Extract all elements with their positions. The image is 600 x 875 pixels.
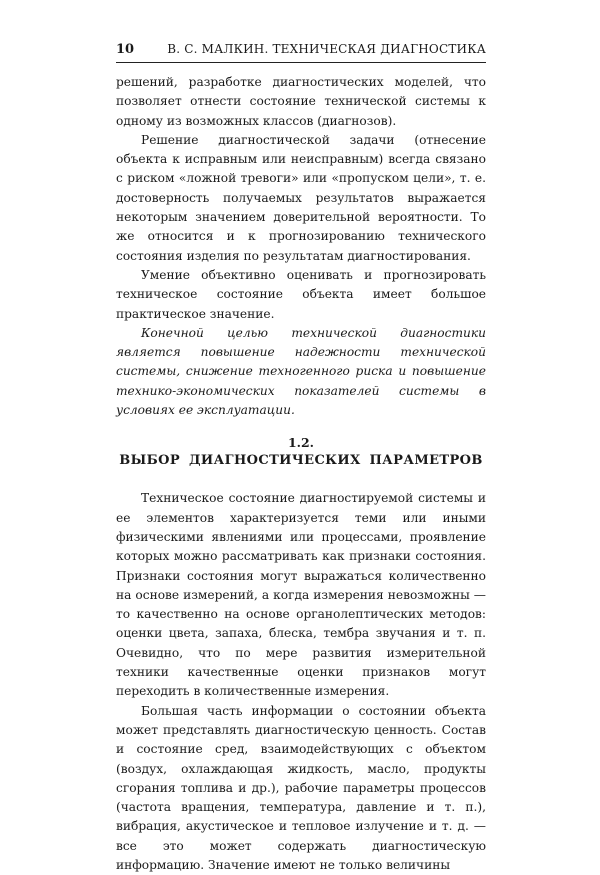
- page-number: 10: [116, 42, 135, 57]
- running-head: В. С. МАЛКИН. ТЕХНИЧЕСКАЯ ДИАГНОСТИКА: [167, 42, 486, 56]
- paragraph-goal-italic: Конечной целью технической диагностики является повышение надежности технической системы, снижение техногенного риска и повышение технико-экономических показателей системы в условиях ее эксплуатации.: [116, 325, 486, 418]
- paragraph-technical-state: Техническое состояние диагностируемой системы и ее элементов характеризуется теми или иными физическими явлениями или процессами, проявление которых можно рассматривать как признаки состояния. Признаки состояния могут выражаться количественно на основе измерений, а когда измерения невозможны — то качественно на основе органолептических методов: оценки цвета, запаха, блеска, тембра звучания и т. п. Очевидно, что по мере развития измерительной техники качественные оценки признаков могут переходить в количественные измерения.: [116, 491, 486, 699]
- paragraph-assessment: Умение объективно оценивать и прогнозировать техническое состояние объекта имеет большое практическое значение.: [116, 267, 486, 321]
- page-header: [116, 42, 486, 60]
- header-rule: [116, 62, 486, 63]
- page-body: [116, 73, 486, 875]
- section-title: ВЫБОР ДИАГНОСТИЧЕСКИХ ПАРАМЕТРОВ: [119, 453, 483, 469]
- section-number: 1.2.: [287, 435, 315, 451]
- paragraph-information: Большая часть информации о состоянии объекта может представлять диагностическую ценность. Состав и состояние сред, взаимодействующих с объектом (воздух, охлаждающая жидкость, масло, продукты сгорания топлива и др.), рабочие параметры процессов (частота вращения, температура, давление и т. п.), вибрация, акустическое и тепловое излучение и т. д. — все это может содержать диагностическую информацию. Значение имеют не только величины: [116, 703, 486, 872]
- paragraph-diagnostic-task: Решение диагностической задачи (отнесение объекта к исправным или неисправным) всегда связано с риском «ложной тревоги» или «пропуском цели», т. е. достоверность получаемых результатов выражается некоторым значением доверительной вероятности. То же относится и к прогнозированию технического состояния изделия по результатам диагностирования.: [116, 132, 486, 263]
- paragraph-continued: решений, разработке диагностических моделей, что позволяет отнести состояние технической системы к одному из возможных классов (диагнозов).: [116, 75, 486, 128]
